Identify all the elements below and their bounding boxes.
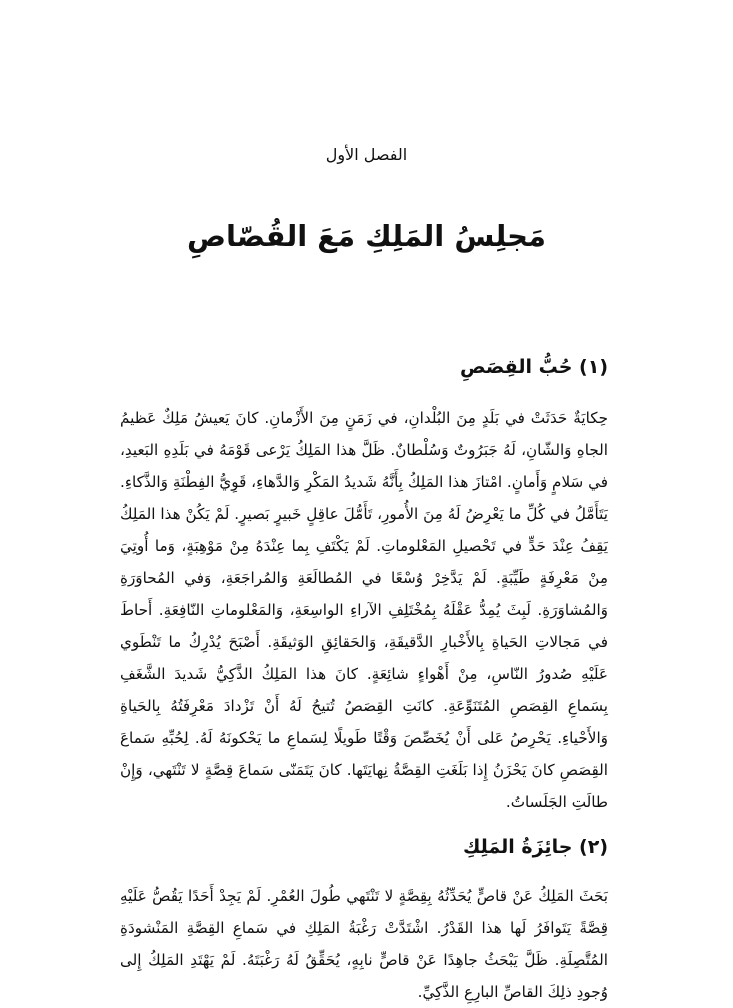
section-body-love-of-stories: حِكايَةٌ حَدَثَتْ في بَلَدٍ مِنَ البُلْدانِ، في زَمَنٍ مِنَ الأَزْمانِ. كانَ يَعيشُ مَلِكٌ عَظيمُ الجاهِ وَالشّانِ، لَهُ جَبَرُوتٌ وَسُلْطانٌ. ظَلَّ هذا المَلِكُ يَرْعى قَوْمَهُ في بَلَدِهِ البَعيدِ، في سَلامٍ وَأَمانٍ. امْتازَ هذا المَلِكُ بِأَنَّهُ شَديدُ المَكْرِ وَالدَّهاءِ، قَوِيُّ الفِطْنَةِ وَالذَّكاءِ. يَتَأَمَّلُ في كُلِّ ما يَعْرِضُ لَهُ مِنَ الأُمورِ، تَأَمُّلَ عاقِلٍ خَبيرٍ بَصيرٍ. لَمْ يَكُنْ هذا المَلِكُ يَقِفُ عِنْدَ حَدٍّ في تَحْصيلِ المَعْلوماتِ. لَمْ يَكْتَفِ بِما عِنْدَهُ مِنْ مَوْهِبَةٍ، وَما أُوتِيَ مِنْ مَعْرِفَةٍ طَيِّبَةٍ. لَمْ يَدَّخِرْ وُسْعًا في المُطالَعَةِ وَالمُراجَعَةِ، وَفي المُحاوَرَةِ وَالمُشاوَرَةِ. لَبِثَ يُمِدُّ عَقْلَهُ بِمُخْتَلِفِ الآراءِ الواسِعَةِ، وَالمَعْلوماتِ النّافِعَةِ. أَحاطَ في مَجالاتِ الحَياةِ بِالأَخْبارِ الدَّقيقَةِ، وَالحَقائِقِ الوَثيقَةِ. أَصْبَحَ يُدْرِكُ ما تَنْطَوي عَلَيْهِ صُدورُ النّاسِ، مِنْ أَهْواءٍ شائِعَةٍ. كانَ هذا المَلِكُ الذَّكِيُّ شَديدَ الشَّغَفِ بِسَماعِ القِصَصِ المُتَنَوِّعَةِ. كانَتِ القِصَصُ تُتيحُ لَهُ أَنْ تَزْدادَ مَعْرِفَتُهُ بِالحَياةِ وَالأَحْياءِ. يَحْرِصُ عَلى أَنْ يُخَصِّصَ وَقْتًا طَويلًا لِسَماعِ ما يَحْكونَهُ لَهُ. لِحُبِّهِ سَماعَ القِصَصِ كانَ يَحْزَنُ إِذا بَلَغَتِ القِصَّةُ نِهايَتَها. كانَ يَتَمَنّى سَماعَ قِصَّةٍ لا تَنْتَهي، وَإِنْ طالَتِ الجَلَساتُ. [120,409,608,811]
section-heading-king-prize: (٢) جائِزَةُ المَلِكِ [462,836,608,858]
section-body-king-prize: بَحَثَ المَلِكُ عَنْ قاصٍّ يُحَدِّثُهُ بِقِصَّةٍ لا تَنْتَهي طُولَ العُمْرِ. لَمْ يَجِدْ أَحَدًا يَقُصُّ عَلَيْهِ قِصَّةً يَتَوافَرُ لَها هذا القَدْرُ. اشْتَدَّتْ رَغْبَةُ المَلِكِ في سَماعِ القِصَّةِ المَنْشودَةِ المُتَّصِلَةِ. ظَلَّ يَبْحَثُ جاهِدًا عَنْ قاصٍّ نابِهٍ، يُحَقِّقُ لَهُ رَغْبَتَهُ. لَمْ يَهْتَدِ المَلِكُ إِلى وُجودِ ذلِكَ القاصِّ البارِعِ الذَّكِيِّ. [120,887,608,1001]
chapter-label: الفصل الأول [325,145,408,164]
section-heading-love-of-stories: (١) حُبُّ القِصَصِ [460,356,608,378]
chapter-title: مَجلِسُ المَلِكِ مَعَ القُصّاصِ [186,219,547,253]
